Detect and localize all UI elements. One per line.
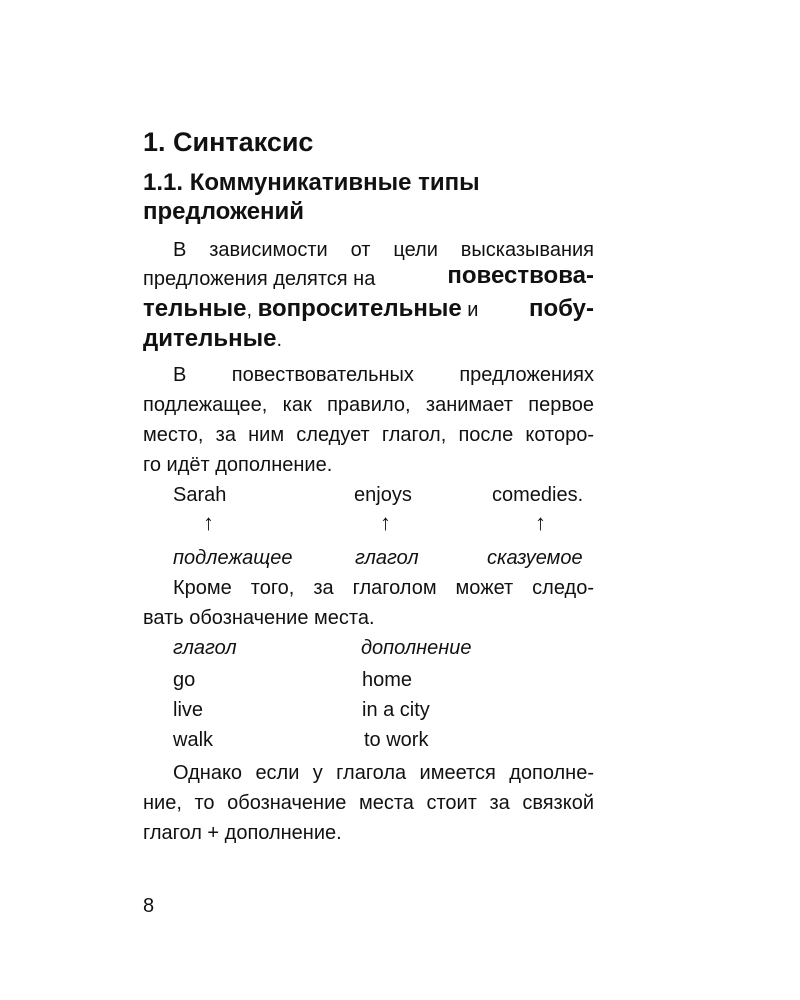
paragraph-2-line-4: го идёт дополнение. [143,454,333,476]
term-narrative-part1: повествова- [447,262,594,289]
label-subject: подлежащее [173,547,293,569]
table-header-complement: дополнение [361,637,472,659]
paragraph-2-line-3: место, за ним следует глагол, после которо- [143,424,594,446]
example-word-subject: Sarah [173,484,227,506]
up-arrow-icon: ↑ [380,510,391,535]
term-imperative-part2: дительные [143,325,277,352]
paragraph-1-line-3 [143,296,594,323]
example-word-verb: enjoys [354,484,412,506]
paragraph-4-line-3: глагол + дополнение. [143,822,342,844]
chapter-title: 1. Синтаксис [143,127,314,157]
paragraph-1-line-4 [143,326,282,353]
paragraph-1-line-2-text: предложения делятся на [143,268,376,290]
paragraph-4-line-2: ние, то обозначение места стоит за связкой [143,792,594,814]
page-number: 8 [143,895,155,917]
table-cell-complement: home [362,669,413,691]
conjunction: и [467,299,479,321]
example-word-object: comedies. [492,484,584,506]
up-arrow-icon: ↑ [535,510,546,535]
term-interrogative: вопросительные [257,295,462,322]
table-cell-verb: go [173,669,196,691]
paragraph-3-line-1: Кроме того, за глаголом может следо- [173,577,594,599]
comma: , [246,299,253,321]
table-header-verb: глагол [173,637,237,659]
period: . [276,329,282,351]
section-title: 1.1. Коммуникативные типы предложений [143,169,480,225]
paragraph-1-line-1: В зависимости от цели высказывания [173,239,594,261]
table-cell-complement: to work [364,729,429,751]
term-narrative-part2: тельные [143,295,247,322]
table-cell-complement: in a city [362,699,430,721]
table-cell-verb: walk [173,729,214,751]
up-arrow-icon: ↑ [203,510,214,535]
paragraph-3-line-2: вать обозначение места. [143,607,375,629]
label-predicate: сказуемое [487,547,583,569]
paragraph-1-line-2 [143,262,594,292]
paragraph-2-line-1: В повествовательных предложениях [173,364,594,386]
term-imperative-part1: побу- [528,295,594,322]
table-cell-verb: live [173,699,204,721]
paragraph-2-line-2: подлежащее, как правило, занимает первое [143,394,594,416]
label-verb: глагол [355,547,419,569]
paragraph-4-line-1: Однако если у глагола имеется дополне- [173,762,594,784]
